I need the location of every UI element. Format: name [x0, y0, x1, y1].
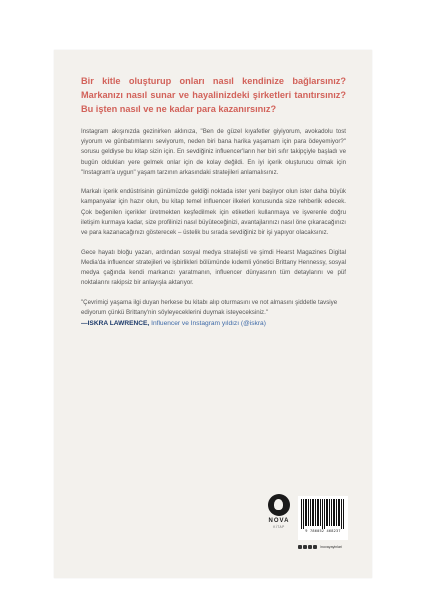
endorsement-author-role: Influencer ve Instagram yıldızı (@iskra) [151, 320, 266, 328]
publisher-sub: KİTAP [273, 525, 285, 529]
publisher-name: NOVA [268, 518, 290, 524]
twitter-icon [308, 545, 312, 549]
social-handle: /novayayinlari [320, 545, 342, 549]
headline: Bir kitle oluşturup onları nasıl kendinize bağlarsınız? Markanızı nasıl sunar ve hayalinizdeki şirketleri tanıtırsınız? Bu işten nasıl ve ne kadar para kazanırsınız? [81, 76, 346, 115]
back-cover-text [81, 74, 346, 329]
barcode-icon [301, 499, 345, 529]
isbn-barcode [298, 496, 348, 540]
paragraph-3: Gece hayatı bloğu yazarı, ardından sosyal medya stratejisti ve şimdi Hearst Magazines Digital Media'da influencer stratejileri ve işbirlikleri bölümünde kıdemli yönetici Brittany Hennessy, sosyal medya çağında kendi markanızı yaratmanın, influencer dünyasının tüm detaylarını ve püf noktalarını rakipsiz bir anlayışla aktarıyor. [81, 248, 346, 287]
paragraph-1: Instagram akışınızda gezinirken aklınıza, "Ben de güzel kıyafetler giyiyorum, avokadolu tost yiyorum ve günbatımlarını seviyorum, neden biri bana harika yaşamam için para ödeyemiyor?" sorusu geldiyse bu kitap sizin için. En sevdiğiniz influencer'ların her biri sıfır takipçiyle başladı ve bugün oldukları yere gelmek onlar için de kolay değildi. En iyi içerik oluşturucu olmak için "Instagram'a uygun" yaşam tarzının arkasındaki stratejileri anlamalısınız. [81, 127, 346, 176]
paragraph-2: Markalı içerik endüstrisinin günümüzde geldiği noktada ister yeni başlıyor olun ister daha büyük kampanyalar için hazır olun, bu kitap temel influencer ilkeleri konusunda size rehberlik edecek. Çok beğenilen içerikler üretmekten keşfedilmek için etiketleri kullanmaya ve işverenle doğru iletişim kurmaya kadar, size profilinizi nasıl büyüteceğinizi, avantajlarınızı nasıl öne çıkaracağınızı ve para kazanacağınızı gösterecek – üstelik bu sırada sevdiğiniz bir işi yapıyor olacaksınız. [81, 188, 346, 237]
endorsement-quote: "Çevrimiçi yaşama ilgi duyan herkese bu kitabı alıp oturmasını ve not almasını şiddetle tavsiye ediyorum çünkü Brittany'nin söyleyeceklerini duymak isteyeceksiniz." [81, 298, 338, 317]
nova-owl-logo-icon [268, 494, 290, 516]
youtube-icon [313, 545, 317, 549]
endorsement-attribution [81, 318, 346, 329]
isbn-number: 9 786052 468237 [305, 529, 341, 533]
endorsement-author: —ISKRA LAWRENCE, [81, 320, 150, 328]
facebook-icon [298, 545, 302, 549]
publisher-logo [266, 494, 292, 529]
instagram-icon [303, 545, 307, 549]
publisher-social [298, 543, 350, 551]
